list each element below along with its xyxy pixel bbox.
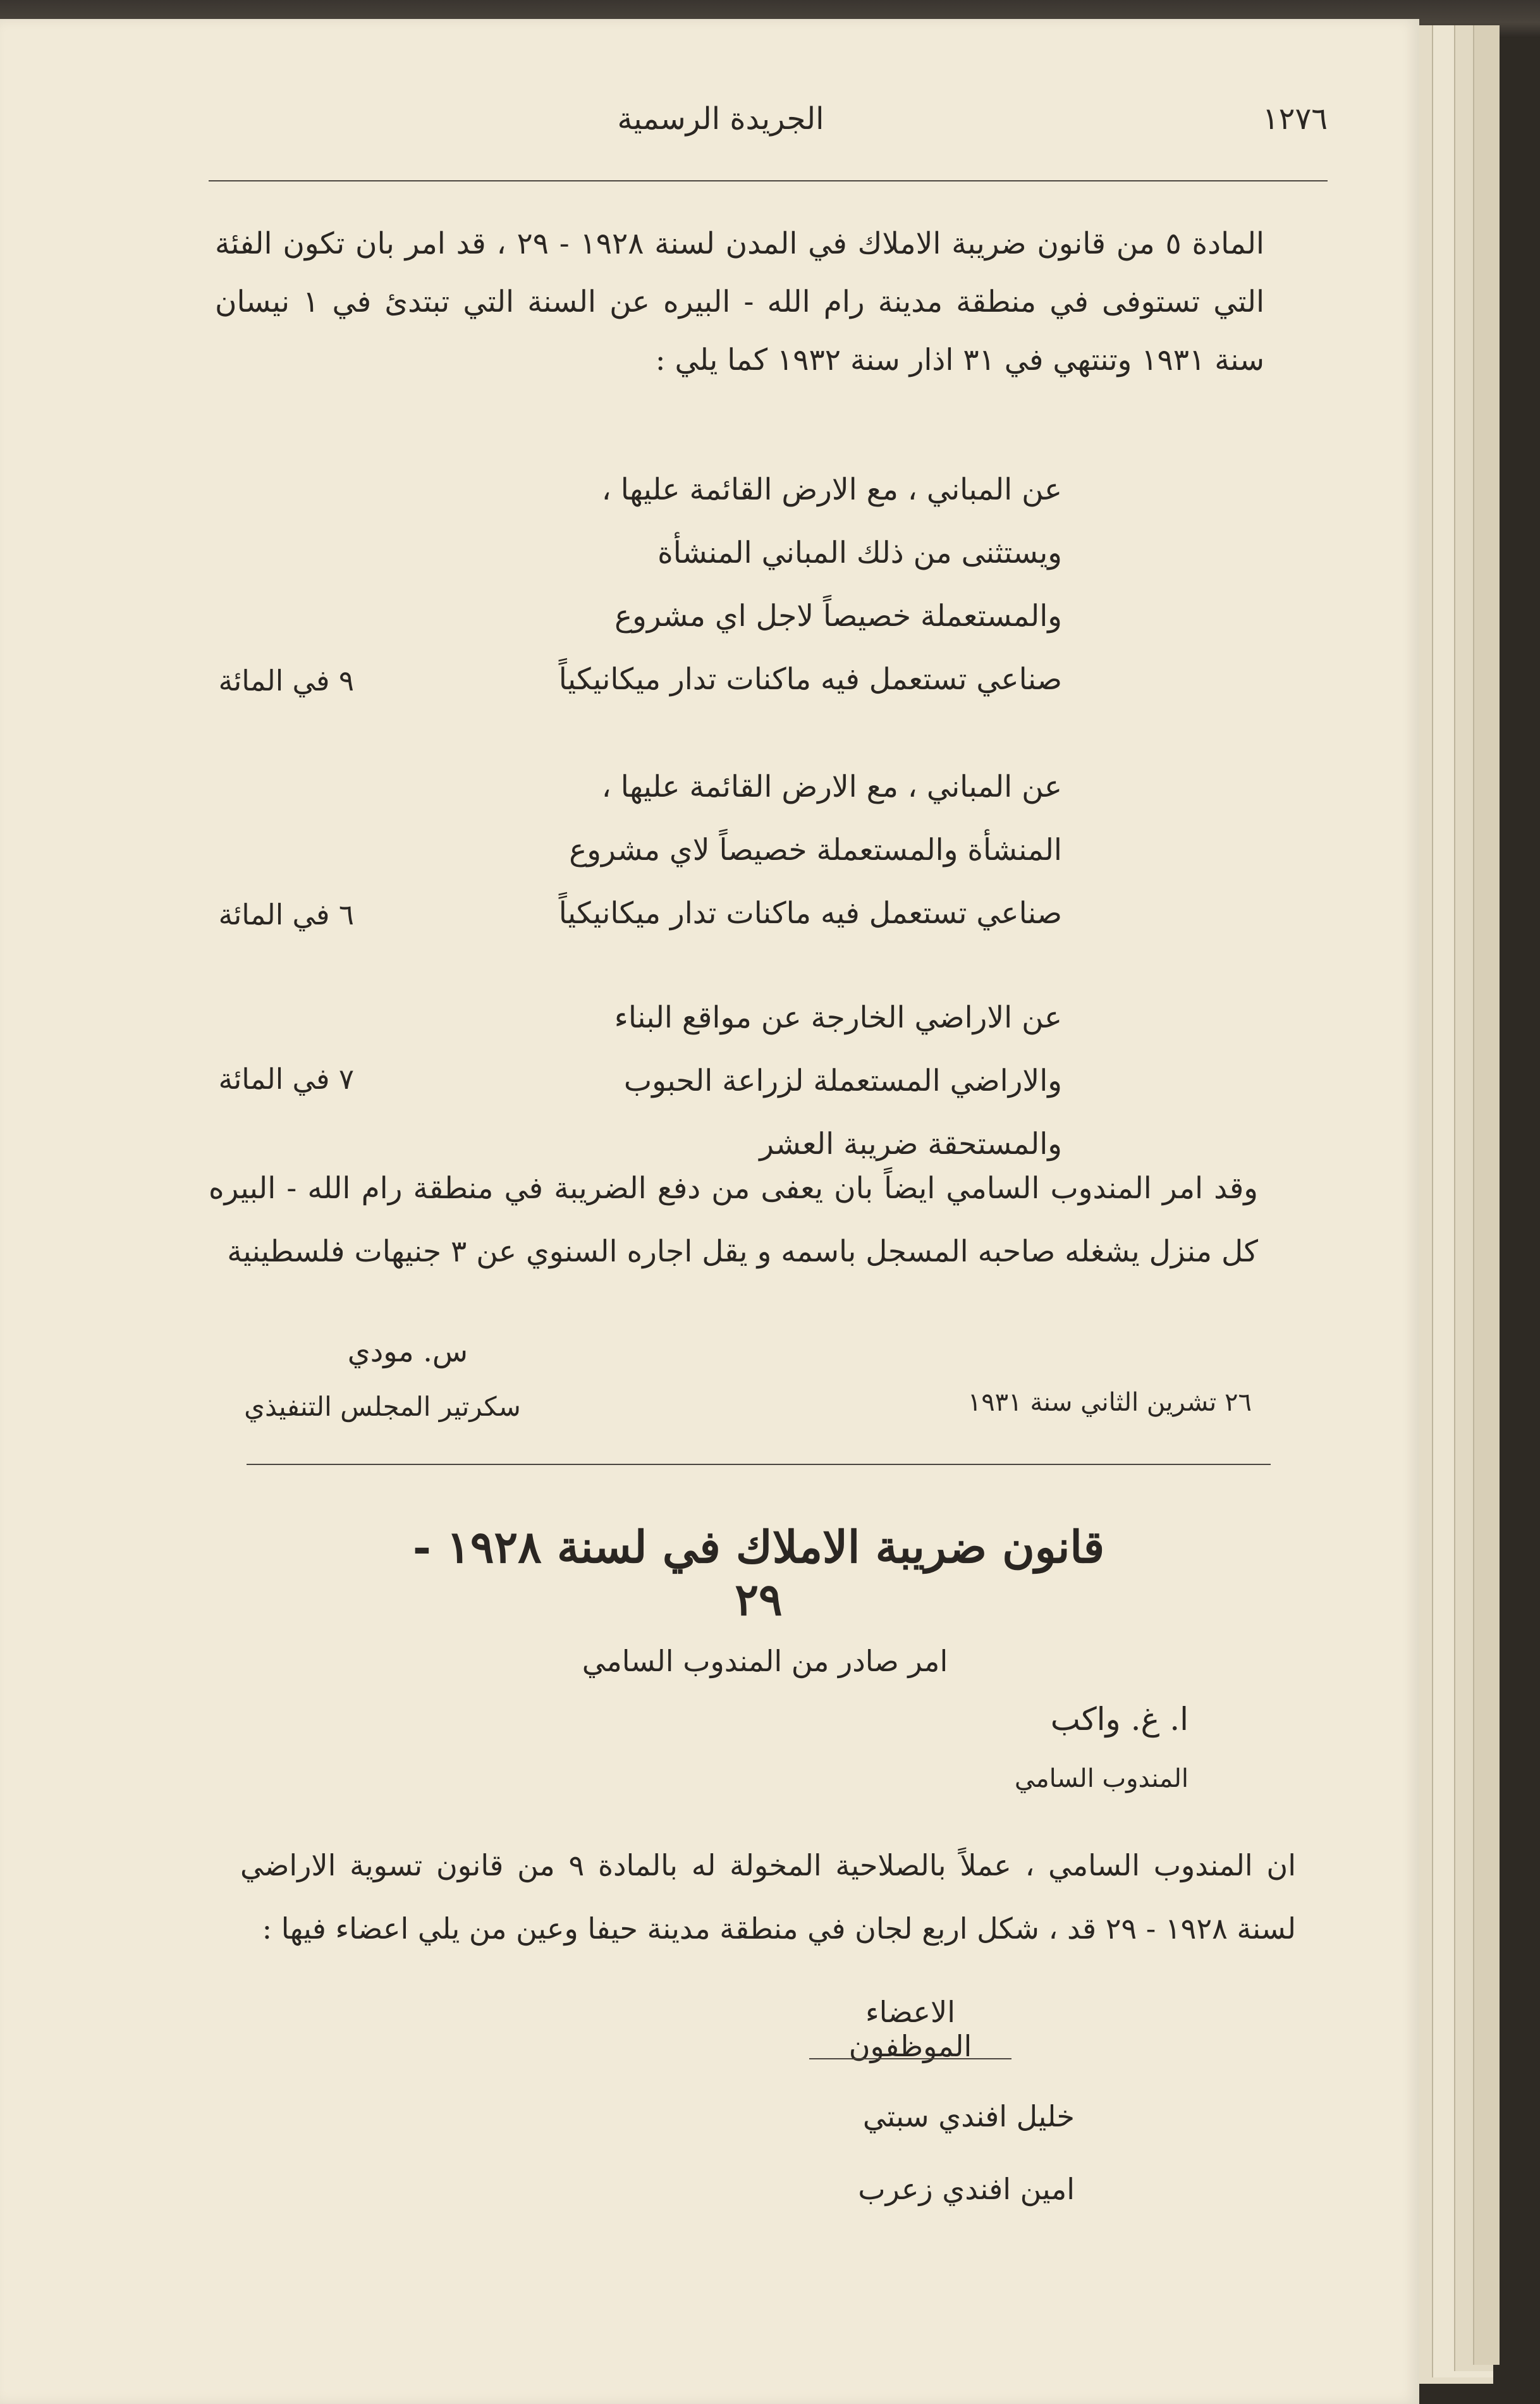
gazette-page bbox=[0, 19, 1419, 2404]
high-commissioner-name: ا. غ. واكب bbox=[1050, 1701, 1189, 1738]
law-title: قانون ضريبة الاملاك في لسنة ١٩٢٨ - ٢٩ bbox=[412, 1521, 1105, 1626]
page-edge bbox=[1473, 25, 1500, 2365]
order-line: امر صادر من المندوب السامي bbox=[582, 1644, 948, 1678]
page-number: ١٢٧٦ bbox=[1262, 101, 1328, 137]
signer-name: س. مودي bbox=[347, 1334, 468, 1368]
rate-description-industrial: عن المباني ، مع الارض القائمة عليها ، المنشأة والمستعملة خصيصاً لاي مشروع صناعي تستعمل فيه ماكنات تدار ميكانيكياً bbox=[558, 770, 1062, 931]
signature-date: ٢٦ تشرين الثاني سنة ١٩٣١ bbox=[967, 1388, 1252, 1417]
intro-paragraph: المادة ٥ من قانون ضريبة الاملاك في المدن لسنة ١٩٢٨ - ٢٩ ، قد امر بان تكون الفئة التي تستوفى في منطقة مدينة رام الله - البيره عن السنة التي تبتدئ في ١ نيسان سنة ١٩٣١ وتنتهي في ٣١ اذار سنة ١٩٣٢ كما يلي : bbox=[215, 226, 1264, 377]
rate-value-buildings: ٩ في المائة bbox=[218, 664, 354, 697]
exemption-paragraph: وقد امر المندوب السامي ايضاً بان يعفى من دفع الضريبة في منطقة رام الله - البيره كل منزل يشغله صاحبه المسجل باسمه و يقل اجاره السنوي عن ٣ جنيهات فلسطينية bbox=[209, 1171, 1258, 1269]
member-name: خليل افندي سبتي bbox=[862, 2099, 1075, 2133]
section-divider bbox=[247, 1464, 1271, 1465]
header-divider bbox=[209, 180, 1328, 181]
resolution-paragraph: ان المندوب السامي ، عملاً بالصلاحية المخولة له بالمادة ٩ من قانون تسوية الاراضي لسنة ١٩٢٨ - ٢٩ قد ، شكل اربع لجان في منطقة مدينة حيفا وعين من يلي اعضاء فيها : bbox=[240, 1848, 1296, 1946]
rate-description-land: عن الاراضي الخارجة عن مواقع البناء والاراضي المستعملة لزراعة الحبوب والمستحقة ضريبة العشر bbox=[614, 1000, 1062, 1162]
members-heading: الاعضاء الموظفون bbox=[848, 1995, 972, 2063]
rate-value-industrial: ٦ في المائة bbox=[218, 898, 354, 931]
high-commissioner-title: المندوب السامي bbox=[1014, 1764, 1189, 1793]
gazette-title: الجريدة الرسمية bbox=[617, 101, 824, 137]
members-heading-underline bbox=[809, 2058, 1011, 2059]
rate-value-land: ٧ في المائة bbox=[218, 1062, 354, 1096]
member-name: امين افندي زعرب bbox=[858, 2172, 1075, 2206]
signer-title: سكرتير المجلس التنفيذي bbox=[244, 1391, 521, 1422]
rate-description-buildings: عن المباني ، مع الارض القائمة عليها ، ويستثنى من ذلك المباني المنشأة والمستعملة خصيصاً لاجل اي مشروع صناعي تستعمل فيه ماكنات تدار ميكانيكياً bbox=[558, 472, 1062, 697]
